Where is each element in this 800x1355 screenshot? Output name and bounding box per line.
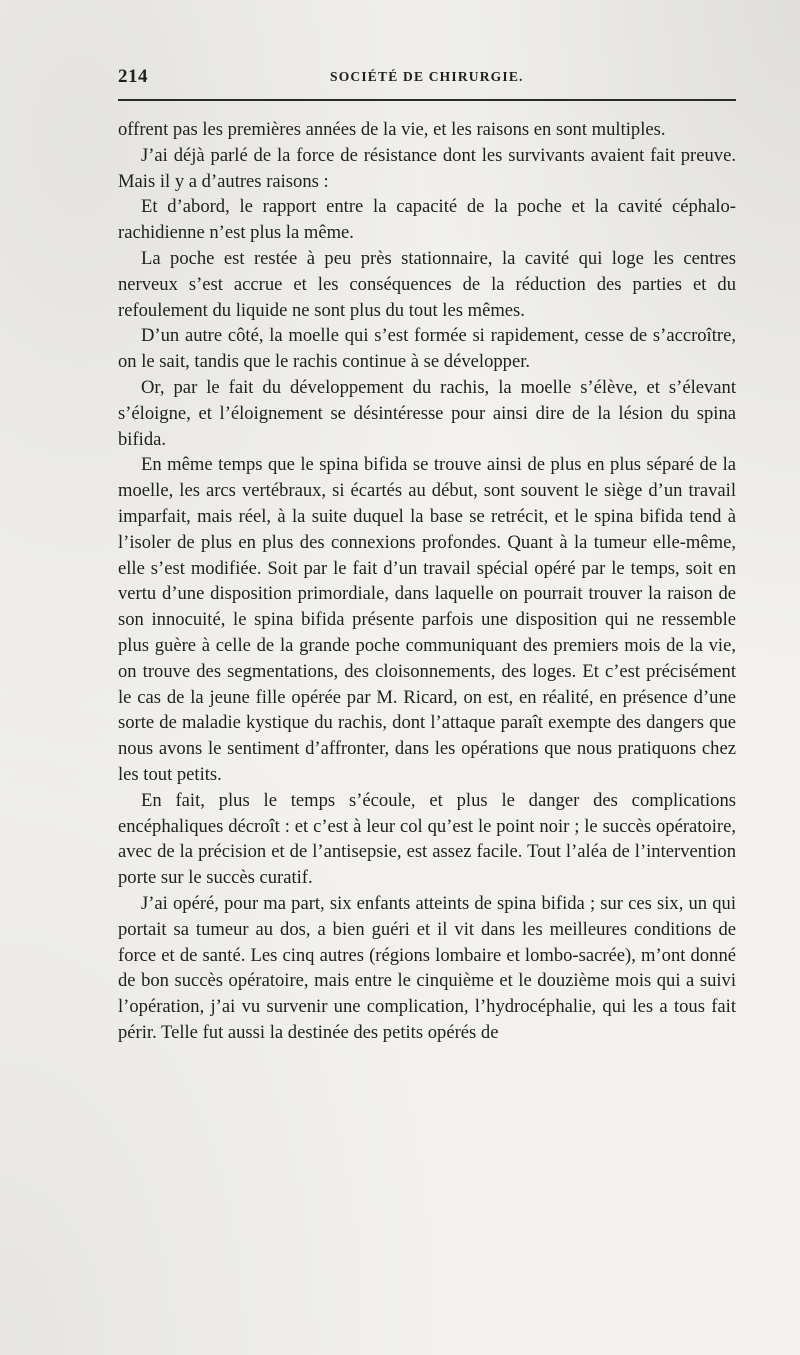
- paragraph: J’ai déjà parlé de la force de résistance dont les survivants avaient fait preuve. Mais il y a d’autres raisons :: [118, 144, 736, 192]
- paragraph-continuation: offrent pas les premières années de la vie, et les raisons en sont multiples.: [118, 119, 666, 140]
- header-rule: [118, 99, 736, 101]
- page-number: 214: [118, 66, 148, 87]
- running-head: [118, 66, 736, 90]
- running-title: SOCIÉTÉ DE CHIRURGIE.: [330, 69, 524, 84]
- paragraph: Or, par le fait du développement du rachis, la moelle s’élève, et s’élevant s’éloigne, et l’éloignement se désintéresse pour ainsi dire de la lésion du spina bifida.: [118, 376, 736, 450]
- paragraph: D’un autre côté, la moelle qui s’est formée si rapidement, cesse de s’accroître, on le sait, tandis que le rachis continue à se développer.: [118, 325, 736, 373]
- paragraph: La poche est restée à peu près stationnaire, la cavité qui loge les centres nerveux s’est accrue et les conséquences de la réduction des parties et du refoulement du liquide ne sont plus du tout les mêmes.: [118, 247, 736, 321]
- paragraph: Et d’abord, le rapport entre la capacité de la poche et la cavité céphalo-rachidienne n’est plus la même.: [118, 196, 736, 244]
- paragraph: J’ai opéré, pour ma part, six enfants atteints de spina bifida ; sur ces six, un qui portait sa tumeur au dos, a bien guéri et il vit dans les meilleures conditions de force et de santé. Les cinq autres (régions lombaire et lombo-sacrée), m’ont donné de bon succès opératoire, mais entre le cinquième et le douzième mois qui a suivi l’opération, j’ai vu survenir une complication, l’hydrocéphalie, qui les a tous fait périr. Telle fut aussi la destinée des petits opérés de: [118, 892, 736, 1043]
- paragraph: En même temps que le spina bifida se trouve ainsi de plus en plus séparé de la moelle, les arcs vertébraux, si écartés au début, sont souvent le siège d’un travail imparfait, mais réel, à la suite duquel la base se retrécit, et le spina bifida tend à l’isoler de plus en plus des connexions profondes. Quant à la tumeur elle-même, elle s’est modifiée. Soit par le fait d’un travail spécial opéré par le temps, soit en vertu d’une disposition primordiale, dans laquelle on pourrait trouver la raison de son innocuité, le spina bifida présente parfois une disposition qui ne ressemble plus guère à celle de la grande poche communiquant des premiers mois de la vie, on trouve des segmentations, des cloisonnements, des loges. Et c’est précisément le cas de la jeune fille opérée par M. Ricard, on est, en réalité, en présence d’une sorte de maladie kystique du rachis, dont l’attaque paraît exempte des dangers que nous avons le sentiment d’affronter, dans les opérations que nous pratiquons chez les tout petits.: [118, 454, 736, 785]
- paragraph: En fait, plus le temps s’écoule, et plus le danger des complications encéphaliques décroît : et c’est à leur col qu’est le point noir ; le succès opératoire, avec de la précision et de l’antisepsie, est assez facile. Tout l’aléa de l’intervention porte sur le succès curatif.: [118, 789, 736, 889]
- body-text: [118, 117, 736, 1046]
